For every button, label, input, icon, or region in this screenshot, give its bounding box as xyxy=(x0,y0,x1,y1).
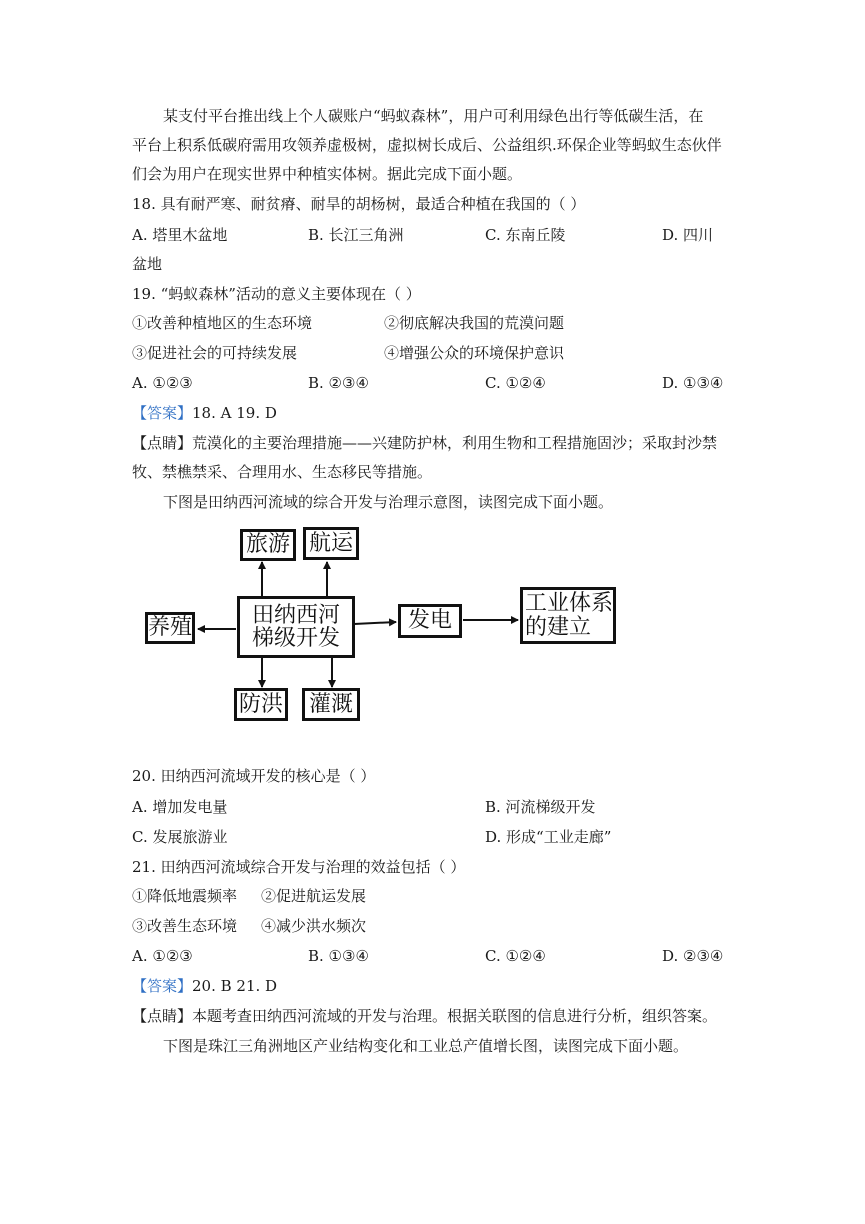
q19-statement-4: ④增强公众的环境保护意识 xyxy=(384,344,565,362)
breeding-box: 养殖 xyxy=(145,612,195,644)
arrow-to-power xyxy=(354,622,396,624)
center-label-2: 梯级开发 xyxy=(251,626,340,651)
q19-statement-3: ③促进社会的可持续发展 xyxy=(132,344,298,362)
intro-line-3: 们会为用户在现实世界中种植实体树。据此完成下面小题。 xyxy=(132,165,523,183)
tennessee-development-diagram xyxy=(140,522,630,727)
q18-option-b: B. 长江三角洲 xyxy=(308,226,404,244)
answer-tag: 【答案】 xyxy=(132,404,193,422)
center-label-1: 田纳西河 xyxy=(251,602,340,628)
q19-stem: 19. “蚂蚁森林”活动的意义主要体现在（ ） xyxy=(132,285,421,303)
industry-label-2: 的建立 xyxy=(525,614,592,640)
q20-stem: 20. 田纳西河流域开发的核心是（ ） xyxy=(132,767,376,785)
flood-box: 防洪 xyxy=(234,688,288,721)
q19-statement-1: ①改善种植地区的生态环境 xyxy=(132,314,313,332)
answer-tag: 【答案】 xyxy=(132,977,193,995)
tip2: 【点睛】本题考查田纳西河流域的开发与治理。根据关联图的信息进行分析，组织答案。 xyxy=(132,1007,718,1025)
industry-box xyxy=(520,587,616,644)
answer-block-1 xyxy=(132,403,277,423)
answer-text: 20. B 21. D xyxy=(192,977,278,995)
tip1-line-1: 【点睛】荒漠化的主要治理措施——兴建防护林，利用生物和工程措施固沙；采取封沙禁 xyxy=(132,434,718,452)
intro-line-1: 某支付平台推出线上个人碳账户“蚂蚁森林”，用户可利用绿色出行等低碳生活，在 xyxy=(163,107,704,125)
q19-option-c: C. ①②④ xyxy=(485,374,546,392)
q21-option-b: B. ①③④ xyxy=(308,947,369,965)
power-box: 发电 xyxy=(398,604,462,638)
q21-statement-3: ③改善生态环境 xyxy=(132,917,238,935)
q21-statement-1: ①降低地震频率 xyxy=(132,887,238,905)
chart-intro: 下图是珠江三角洲地区产业结构变化和工业总产值增长图，读图完成下面小题。 xyxy=(163,1037,689,1055)
q18-option-a: A. 塔里木盆地 xyxy=(132,226,228,244)
intro-line-2: 平台上积系低碳府需用攻领养虚极树，虚拟树长成后、公益组织.环保企业等蚂蚁生态伙伴 xyxy=(132,136,722,154)
q20-option-d: D. 形成“工业走廊” xyxy=(485,828,612,846)
diagram-center-box xyxy=(237,596,355,658)
q21-option-c: C. ①②④ xyxy=(485,947,546,965)
tourism-box: 旅游 xyxy=(240,529,296,561)
q19-option-b: B. ②③④ xyxy=(308,374,369,392)
q21-option-a: A. ①②③ xyxy=(132,947,193,965)
answer-block-2 xyxy=(132,976,277,996)
q18-option-d: D. 四川 xyxy=(662,226,714,244)
q21-option-d: D. ②③④ xyxy=(662,947,724,965)
q19-statement-2: ②彻底解决我国的荒漠问题 xyxy=(384,314,565,332)
industry-label-1: 工业体系 xyxy=(525,591,614,617)
q19-option-a: A. ①②③ xyxy=(132,374,193,392)
q20-option-a: A. 增加发电量 xyxy=(132,798,228,816)
tip1-line-2: 牧、禁樵禁采、合理用水、生态移民等措施。 xyxy=(132,463,433,481)
q19-option-d: D. ①③④ xyxy=(662,374,724,392)
q21-statement-4: ④减少洪水频次 xyxy=(261,917,367,935)
answer-text: 18. A 19. D xyxy=(192,404,277,422)
q18-stem: 18. 具有耐严寒、耐贫瘠、耐旱的胡杨树，最适合种植在我国的（ ） xyxy=(132,195,586,213)
q18-option-c: C. 东南丘陵 xyxy=(485,226,566,244)
q18-option-d-continued: 盆地 xyxy=(132,255,163,273)
irrigation-box: 灌溉 xyxy=(302,688,360,721)
shipping-box: 航运 xyxy=(303,527,359,560)
q20-option-c: C. 发展旅游业 xyxy=(132,828,228,846)
diagram-intro: 下图是田纳西河流域的综合开发与治理示意图，读图完成下面小题。 xyxy=(163,493,614,511)
q20-option-b: B. 河流梯级开发 xyxy=(485,798,596,816)
q21-stem: 21. 田纳西河流域综合开发与治理的效益包括（ ） xyxy=(132,858,466,876)
q21-statement-2: ②促进航运发展 xyxy=(261,887,367,905)
